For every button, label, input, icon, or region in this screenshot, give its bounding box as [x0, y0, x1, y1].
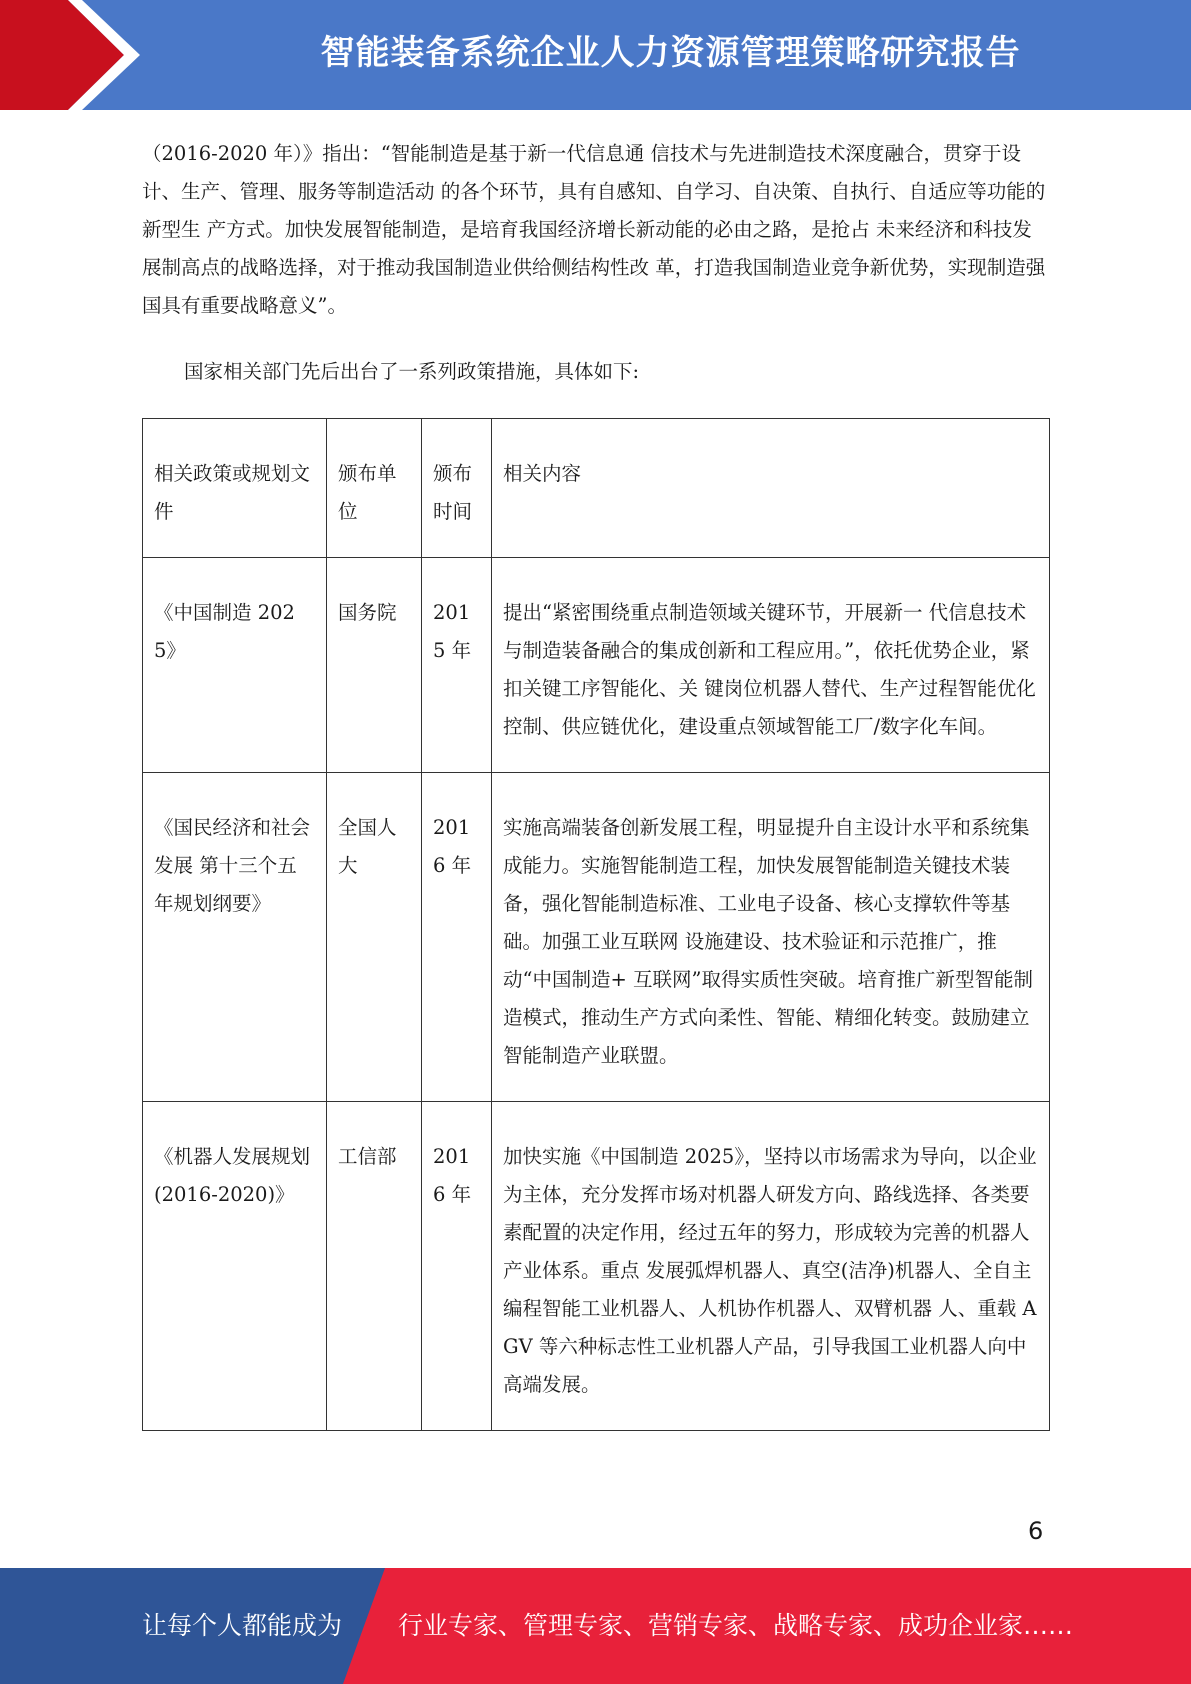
policy-document-cell: 《中国制造 2025》	[143, 558, 327, 773]
content-cell: 加快实施《中国制造 2025》，坚持以市场需求为导向，以企业为主体，充分发挥市场对机器人研发方向、路线选择、各类要素配置的决定作用，经过五年的努力，形成较为完善的机器人产业体系。重点 发展弧焊机器人、真空(洁净)机器人、全自主编程智能工业机器人、人机协作机器人、双臂机器 人、重载 AGV 等六种标志性工业机器人产品，引导我国工业机器人向中高端发展。	[492, 1102, 1050, 1431]
table-row	[143, 773, 1050, 1102]
content-cell: 提出“紧密围绕重点制造领域关键环节，开展新一 代信息技术与制造装备融合的集成创新和工程应用。”，依托优势企业，紧扣关键工序智能化、关 键岗位机器人替代、生产过程智能优化控制、供应链优化，建设重点领域智能工厂/数字化车间。	[492, 558, 1050, 773]
chevron-decoration-icon	[0, 0, 150, 110]
column-header: 相关政策或规划文件	[143, 419, 327, 558]
footer-slogan-left: 让每个人都能成为	[142, 1611, 343, 1640]
policy-table	[142, 418, 1050, 1431]
issuer-cell: 国务院	[327, 558, 422, 773]
table-row	[143, 1102, 1050, 1431]
footer-banner	[0, 1568, 1191, 1684]
page-number: 6	[1028, 1517, 1044, 1545]
body-text	[142, 135, 1048, 391]
issuer-cell: 全国人大	[327, 773, 422, 1102]
footer-slogan-right: 行业专家、管理专家、营销专家、战略专家、成功企业家……	[398, 1611, 1074, 1640]
column-header: 相关内容	[492, 419, 1050, 558]
year-cell: 2015 年	[422, 558, 492, 773]
intro-paragraph: （2016-2020 年）》指出：“智能制造是基于新一代信息通 信技术与先进制造技术深度融合，贯穿于设计、生产、管理、服务等制造活动 的各个环节，具有自感知、自学习、自决策、自执行、自适应等功能的新型生 产方式。加快发展智能制造，是培育我国经济增长新动能的必由之路，是抢占 未来经济和科技发展制高点的战略选择，对于推动我国制造业供给侧结构性改 革，打造我国制造业竞争新优势，实现制造强国具有重要战略意义”。	[142, 142, 1046, 317]
policy-lead-paragraph: 国家相关部门先后出台了一系列政策措施，具体如下:	[184, 360, 640, 383]
table-row	[143, 558, 1050, 773]
column-header: 颁布单位	[327, 419, 422, 558]
content-cell: 实施高端装备创新发展工程，明显提升自主设计水平和系统集成能力。实施智能制造工程，加快发展智能制造关键技术装备，强化智能制造标准、工业电子设备、核心支撑软件等基础。加强工业互联网 设施建设、技术验证和示范推广，推动“中国制造+ 互联网”取得实质性突破。培育推广新型智能制造模式，推动生产方式向柔性、智能、精细化转变。鼓励建立智能制造产业联盟。	[492, 773, 1050, 1102]
header-banner	[0, 0, 1191, 110]
year-cell: 2016 年	[422, 773, 492, 1102]
policy-document-cell: 《国民经济和社会发展 第十三个五年规划纲要》	[143, 773, 327, 1102]
report-title: 智能装备系统企业人力资源管理策略研究报告	[320, 33, 1021, 73]
policy-document-cell: 《机器人发展规划(2016-2020)》	[143, 1102, 327, 1431]
year-cell: 2016 年	[422, 1102, 492, 1431]
table-header-row	[143, 419, 1050, 558]
issuer-cell: 工信部	[327, 1102, 422, 1431]
column-header: 颁布时间	[422, 419, 492, 558]
